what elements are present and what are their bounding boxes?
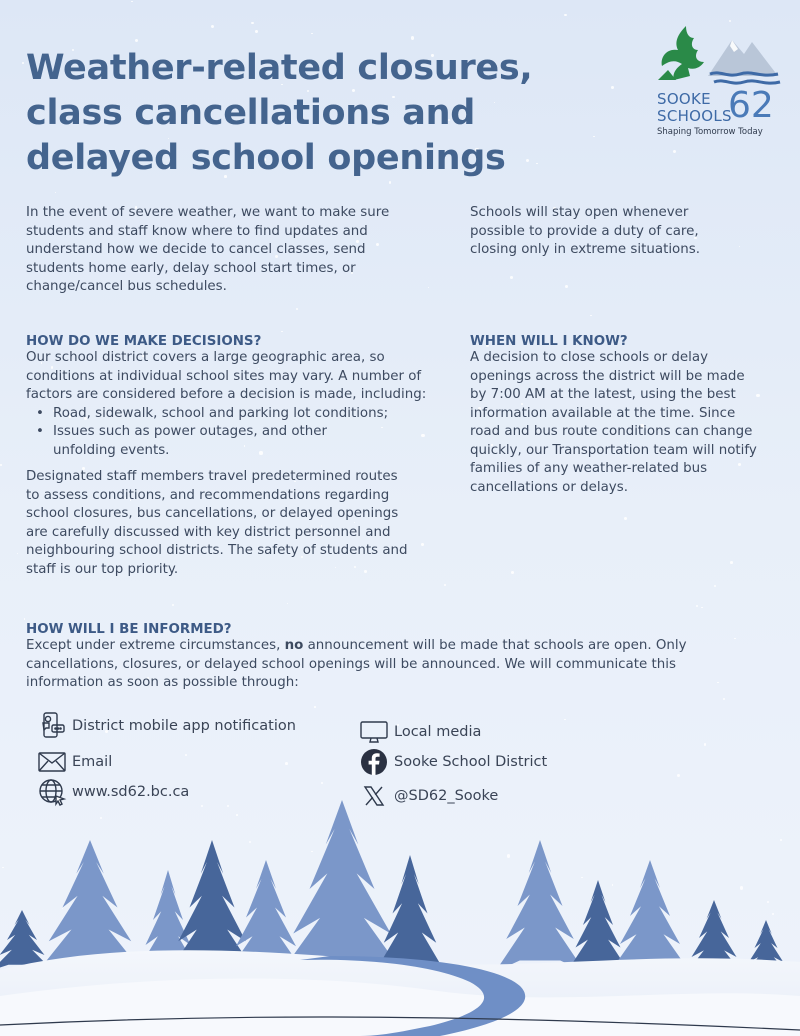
winter-trees-illustration (0, 800, 800, 1036)
logo-sooke-text: SOOKE (657, 90, 711, 108)
channel-local-media (358, 718, 481, 746)
monitor-icon (358, 718, 390, 746)
tree-shape (375, 855, 445, 972)
channel-label: Local media (394, 724, 482, 740)
channel-label: www.sd62.bc.ca (72, 784, 190, 800)
decisions-section (26, 334, 446, 579)
channel-label: @SD62_Sooke (394, 788, 499, 804)
channel-email (36, 748, 112, 776)
mobile-app-icon (36, 712, 68, 740)
informed-text (26, 637, 726, 693)
when-section (470, 334, 760, 497)
facebook-icon (358, 748, 390, 776)
informed-section (26, 622, 746, 693)
informed-text-bold: no (284, 638, 304, 653)
email-icon (36, 748, 68, 776)
channel-label: District mobile app notification (72, 718, 296, 734)
logo-tagline: Shaping Tomorrow Today (657, 127, 763, 137)
decisions-bullets (26, 405, 446, 461)
district-logo (648, 20, 788, 138)
informed-text-end: announcement will be made that schools are open. Only cancellations, closures, or delayed school openings will be announced. We will communicate this information as soon as possible through: (26, 638, 687, 690)
list-item: • Issues such as power outages, and other unfolding events. (26, 423, 336, 460)
list-item: • Road, sidewalk, school and parking lot conditions; (26, 405, 446, 424)
logo-number: 62 (728, 85, 774, 126)
logo-schools-text: SCHOOLS (657, 107, 732, 125)
decisions-text: Our school district covers a large geographic area, so conditions at individual school sites may vary. A number of factors are considered before a decision is made, including: (26, 350, 427, 402)
decisions-heading: HOW DO WE MAKE DECISIONS? (26, 334, 262, 349)
channel-label: Sooke School District (394, 754, 548, 770)
decisions-text-2: Designated staff members travel predetermined routes to assess conditions, and recommendations regarding school closures, bus cancellations, or delayed openings are carefully discussed with key district personnel and neighbouring school districts. The safety of students and staff is our top priority. (26, 469, 408, 577)
informed-heading: HOW WILL I BE INFORMED? (26, 622, 232, 637)
channel-mobile-app (36, 712, 296, 740)
when-text: A decision to close schools or delay openings across the district will be made by 7:00 AM at the latest, using the best information available at the time. Since road and bus route conditions can change quickly, our Transportation team will notify families of any weather-related bus cancellations or delays. (470, 350, 757, 495)
tree-shape (568, 880, 628, 970)
page-title: Weather-related closures, class cancellations and delayed school openings (26, 48, 533, 178)
intro-right-paragraph: Schools will stay open whenever possible to provide a duty of care, closing only in extreme situations. (470, 205, 700, 257)
when-heading: WHEN WILL I KNOW? (470, 334, 628, 349)
informed-text-start: Except under extreme circumstances, (26, 638, 285, 653)
logo-mountain-tree-icon (648, 20, 788, 90)
channel-label: Email (72, 754, 113, 770)
tree-shape (610, 860, 690, 972)
tree-shape (495, 840, 585, 972)
intro-left-paragraph: In the event of severe weather, we want to make sure students and staff know where to find updates and understand how we decide to cancel classes, send students home early, delay school start times, or change/cancel bus schedules. (26, 205, 390, 294)
channel-facebook (358, 748, 547, 776)
